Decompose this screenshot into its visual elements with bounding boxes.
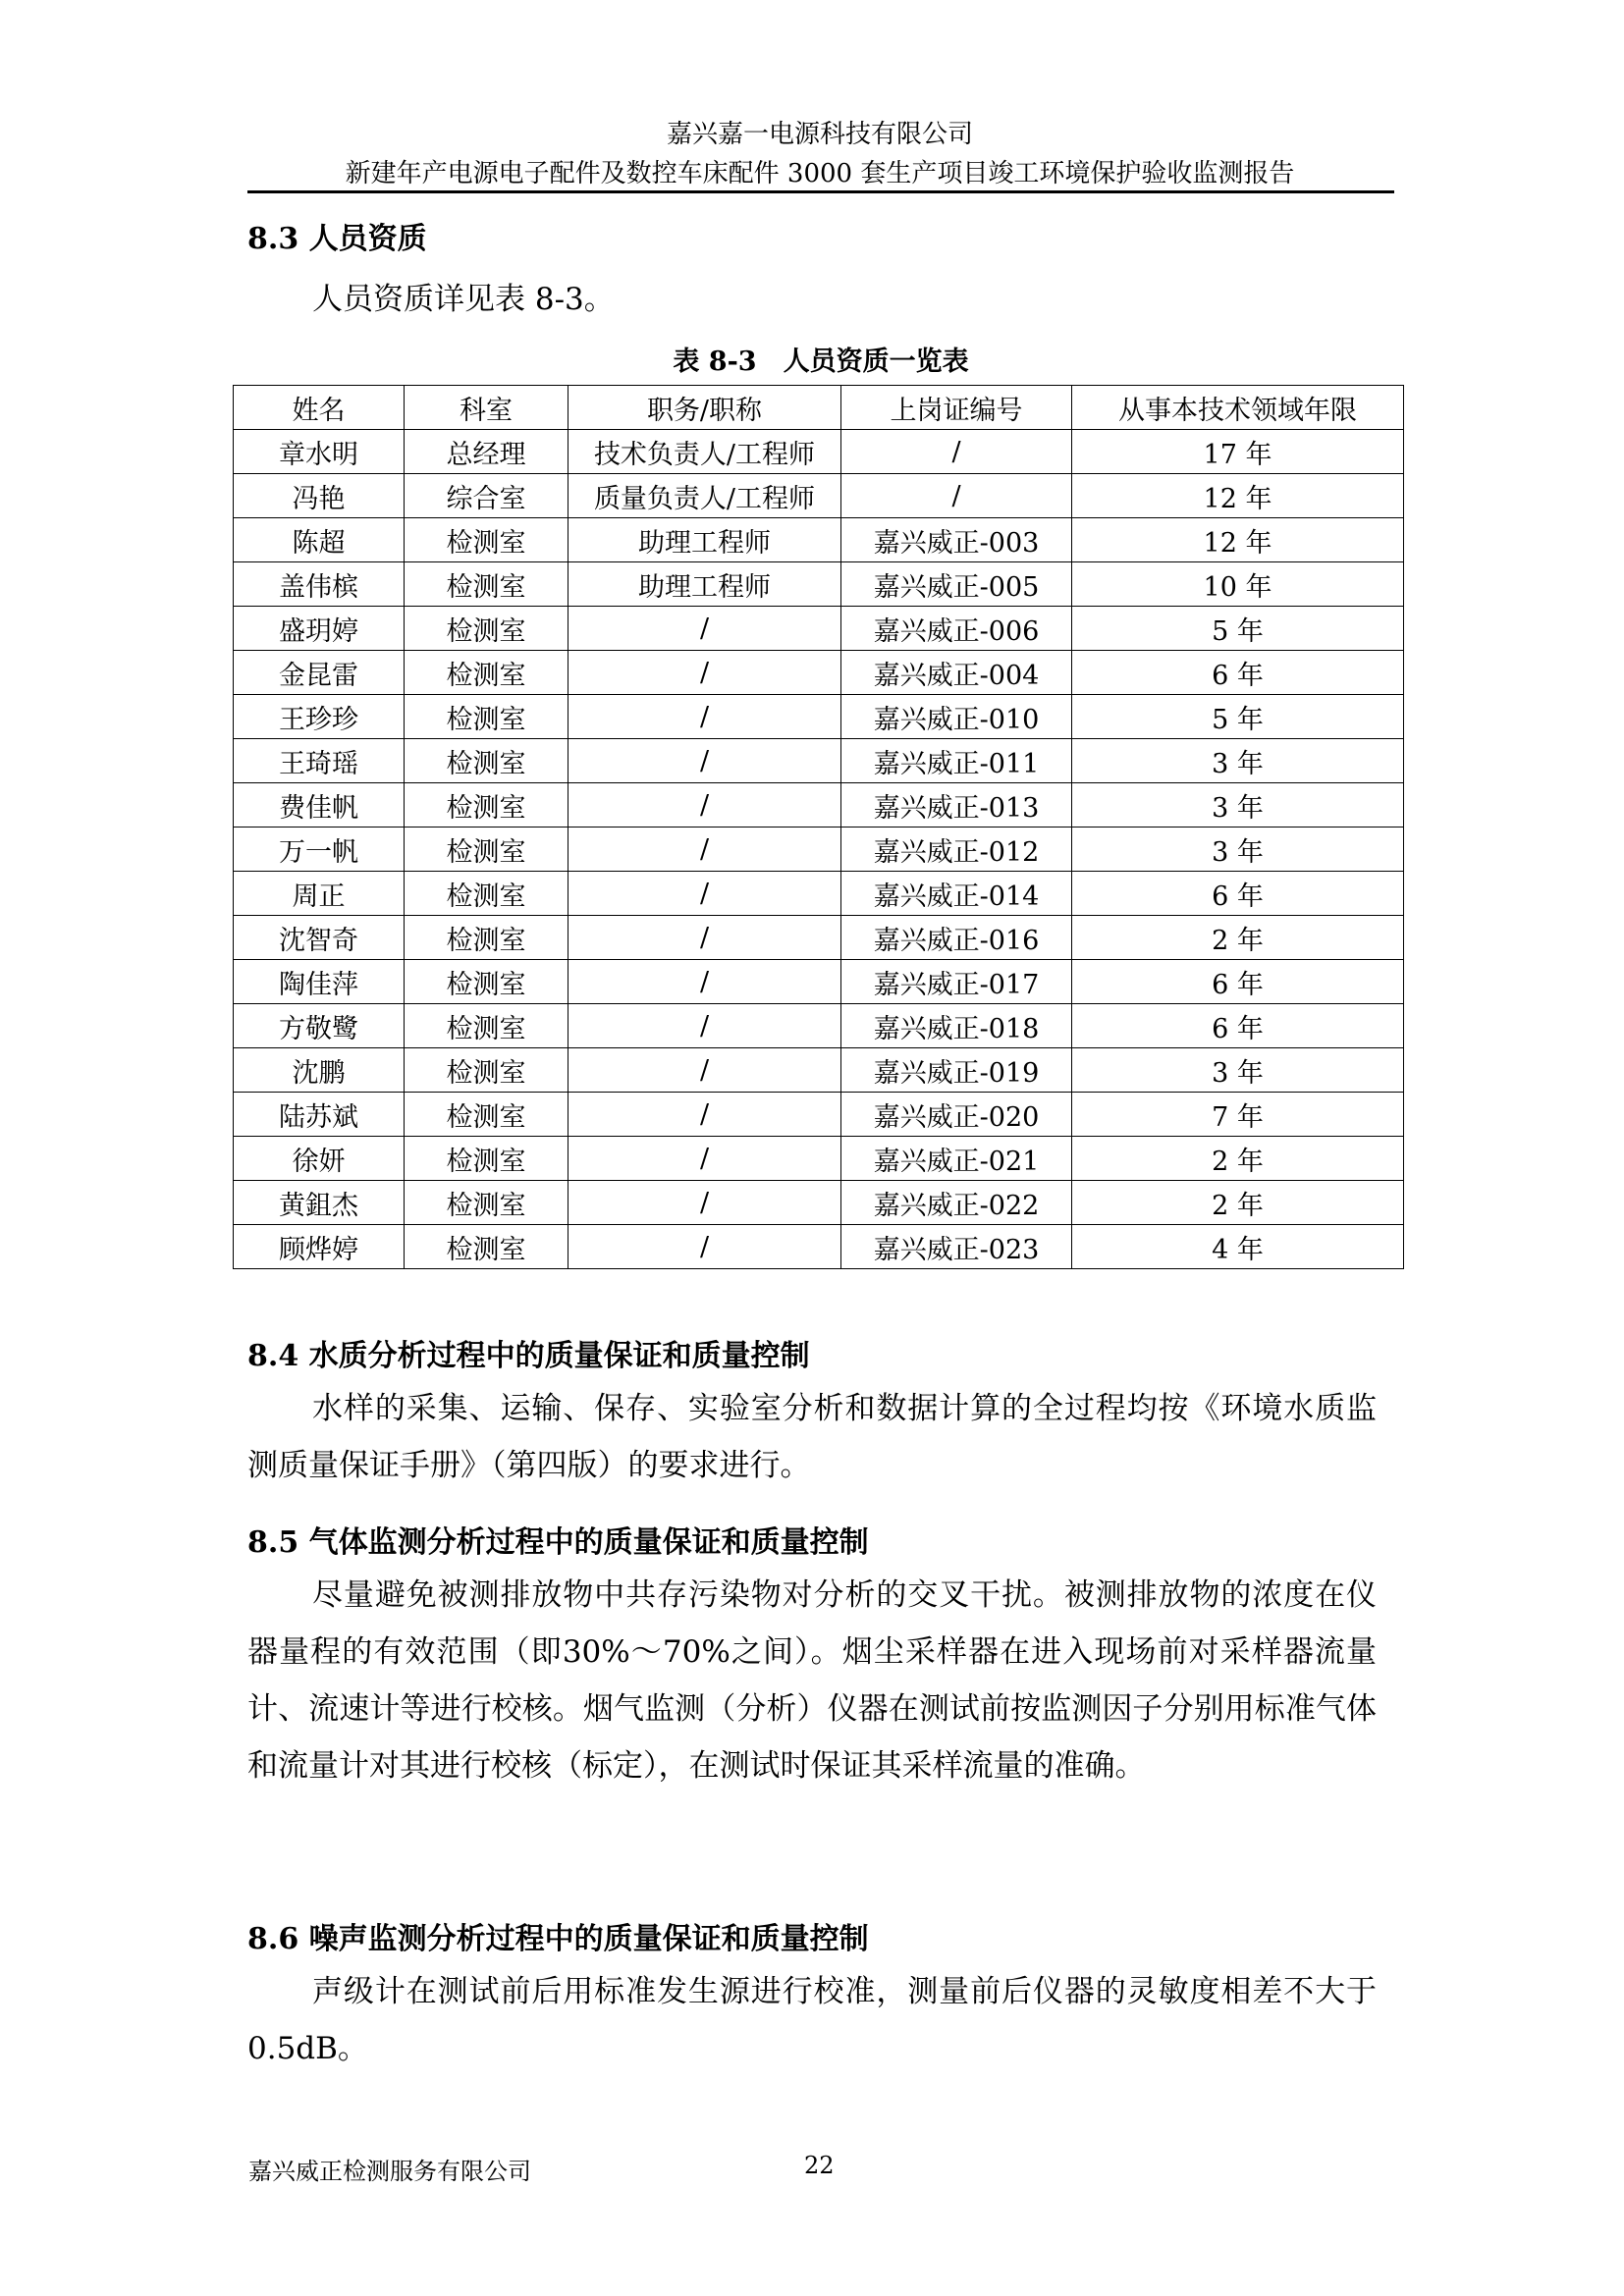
table-row xyxy=(234,1004,1404,1048)
table-row xyxy=(234,1225,1404,1269)
cell-name: 周正 xyxy=(234,872,405,916)
cell-certificate-no: 嘉兴威正-006 xyxy=(841,607,1072,651)
table-row xyxy=(234,518,1404,562)
column-header-certificate-no: 上岗证编号 xyxy=(841,386,1072,430)
cell-position: / xyxy=(568,828,841,872)
cell-years: 3 年 xyxy=(1072,828,1404,872)
cell-name: 万一帆 xyxy=(234,828,405,872)
table-row xyxy=(234,430,1404,474)
page-number: 22 xyxy=(804,2152,835,2179)
section-8-5-body: 尽量避免被测排放物中共存污染物对分析的交叉干扰。被测排放物的浓度在仪器量程的有效范围（即30%～70%之间）。烟尘采样器在进入现场前对采样器流量计、流速计等进行校核。烟气监测（分析）仪器在测试前按监测因子分别用标准气体和流量计对其进行校核（标定），在测试时保证其采样流量的准确。 xyxy=(247,1577,1377,1784)
cell-certificate-no: 嘉兴威正-010 xyxy=(841,695,1072,739)
section-8-3-intro: 人员资质详见表 8-3。 xyxy=(312,282,615,317)
staff-qualification-table xyxy=(233,385,1404,1269)
table-header-row xyxy=(234,386,1404,430)
cell-name: 王琦瑶 xyxy=(234,739,405,783)
cell-certificate-no: / xyxy=(841,474,1072,518)
cell-position: 助理工程师 xyxy=(568,518,841,562)
cell-name: 沈鹏 xyxy=(234,1048,405,1093)
cell-name: 陆苏斌 xyxy=(234,1093,405,1137)
section-8-6-heading: 8.6 噪声监测分析过程中的质量保证和质量控制 xyxy=(247,1922,869,1956)
cell-certificate-no: 嘉兴威正-004 xyxy=(841,651,1072,695)
footer-company: 嘉兴威正检测服务有限公司 xyxy=(248,2158,531,2185)
cell-name: 盛玥婷 xyxy=(234,607,405,651)
section-8-4-heading: 8.4 水质分析过程中的质量保证和质量控制 xyxy=(247,1339,810,1373)
cell-position: / xyxy=(568,651,841,695)
cell-position: / xyxy=(568,1137,841,1181)
cell-department: 检测室 xyxy=(405,916,568,960)
cell-position: / xyxy=(568,783,841,828)
cell-department: 检测室 xyxy=(405,518,568,562)
table-row xyxy=(234,1093,1404,1137)
table-row xyxy=(234,1181,1404,1225)
cell-years: 4 年 xyxy=(1072,1225,1404,1269)
section-8-6-body: 声级计在测试前后用标准发生源进行校准，测量前后仪器的灵敏度相差不大于 0.5dB。 xyxy=(247,1974,1377,2066)
cell-years: 7 年 xyxy=(1072,1093,1404,1137)
table-row xyxy=(234,562,1404,607)
cell-position: / xyxy=(568,739,841,783)
table-row xyxy=(234,960,1404,1004)
cell-certificate-no: 嘉兴威正-022 xyxy=(841,1181,1072,1225)
cell-name: 费佳帆 xyxy=(234,783,405,828)
header-divider xyxy=(247,190,1394,193)
cell-certificate-no: 嘉兴威正-016 xyxy=(841,916,1072,960)
column-header-years: 从事本技术领域年限 xyxy=(1072,386,1404,430)
cell-certificate-no: 嘉兴威正-003 xyxy=(841,518,1072,562)
cell-name: 盖伟槟 xyxy=(234,562,405,607)
cell-certificate-no: 嘉兴威正-005 xyxy=(841,562,1072,607)
cell-years: 2 年 xyxy=(1072,1181,1404,1225)
cell-name: 陈超 xyxy=(234,518,405,562)
table-row xyxy=(234,1137,1404,1181)
cell-certificate-no: 嘉兴威正-018 xyxy=(841,1004,1072,1048)
cell-years: 6 年 xyxy=(1072,872,1404,916)
cell-years: 3 年 xyxy=(1072,783,1404,828)
table-row xyxy=(234,607,1404,651)
cell-department: 检测室 xyxy=(405,783,568,828)
cell-position: / xyxy=(568,872,841,916)
table-body xyxy=(234,430,1404,1269)
cell-name: 沈智奇 xyxy=(234,916,405,960)
cell-name: 章水明 xyxy=(234,430,405,474)
cell-department: 检测室 xyxy=(405,651,568,695)
table-row xyxy=(234,695,1404,739)
cell-position: / xyxy=(568,1181,841,1225)
cell-position: / xyxy=(568,1225,841,1269)
table-row xyxy=(234,783,1404,828)
cell-name: 王珍珍 xyxy=(234,695,405,739)
table-row xyxy=(234,828,1404,872)
cell-position: / xyxy=(568,1048,841,1093)
cell-certificate-no: 嘉兴威正-020 xyxy=(841,1093,1072,1137)
table-row xyxy=(234,474,1404,518)
table-row xyxy=(234,916,1404,960)
cell-years: 17 年 xyxy=(1072,430,1404,474)
cell-years: 3 年 xyxy=(1072,1048,1404,1093)
header-company: 嘉兴嘉一电源科技有限公司 xyxy=(666,120,973,149)
section-8-5-heading: 8.5 气体监测分析过程中的质量保证和质量控制 xyxy=(247,1525,869,1560)
cell-department: 检测室 xyxy=(405,1048,568,1093)
cell-department: 检测室 xyxy=(405,1004,568,1048)
cell-name: 黄鉏杰 xyxy=(234,1181,405,1225)
cell-certificate-no: 嘉兴威正-017 xyxy=(841,960,1072,1004)
cell-department: 检测室 xyxy=(405,607,568,651)
cell-certificate-no: / xyxy=(841,430,1072,474)
cell-name: 徐妍 xyxy=(234,1137,405,1181)
column-header-name: 姓名 xyxy=(234,386,405,430)
cell-position: 质量负责人/工程师 xyxy=(568,474,841,518)
cell-department: 总经理 xyxy=(405,430,568,474)
cell-department: 检测室 xyxy=(405,1137,568,1181)
table-row xyxy=(234,651,1404,695)
header-report-title: 新建年产电源电子配件及数控车床配件 3000 套生产项目竣工环境保护验收监测报告 xyxy=(345,159,1295,188)
cell-name: 方敬鹭 xyxy=(234,1004,405,1048)
cell-department: 综合室 xyxy=(405,474,568,518)
cell-position: / xyxy=(568,1004,841,1048)
cell-position: 助理工程师 xyxy=(568,562,841,607)
cell-department: 检测室 xyxy=(405,695,568,739)
column-header-department: 科室 xyxy=(405,386,568,430)
cell-certificate-no: 嘉兴威正-014 xyxy=(841,872,1072,916)
cell-certificate-no: 嘉兴威正-011 xyxy=(841,739,1072,783)
cell-certificate-no: 嘉兴威正-012 xyxy=(841,828,1072,872)
table-row xyxy=(234,872,1404,916)
cell-years: 5 年 xyxy=(1072,607,1404,651)
cell-department: 检测室 xyxy=(405,1181,568,1225)
cell-years: 6 年 xyxy=(1072,1004,1404,1048)
table-caption: 表 8-3 人员资质一览表 xyxy=(673,347,969,377)
cell-years: 12 年 xyxy=(1072,518,1404,562)
cell-name: 金昆雷 xyxy=(234,651,405,695)
cell-position: / xyxy=(568,1093,841,1137)
cell-department: 检测室 xyxy=(405,562,568,607)
cell-certificate-no: 嘉兴威正-013 xyxy=(841,783,1072,828)
cell-position: / xyxy=(568,607,841,651)
cell-certificate-no: 嘉兴威正-021 xyxy=(841,1137,1072,1181)
cell-position: / xyxy=(568,695,841,739)
cell-years: 6 年 xyxy=(1072,960,1404,1004)
cell-certificate-no: 嘉兴威正-023 xyxy=(841,1225,1072,1269)
column-header-position: 职务/职称 xyxy=(568,386,841,430)
cell-department: 检测室 xyxy=(405,1225,568,1269)
cell-years: 6 年 xyxy=(1072,651,1404,695)
table-row xyxy=(234,1048,1404,1093)
cell-department: 检测室 xyxy=(405,1093,568,1137)
cell-years: 12 年 xyxy=(1072,474,1404,518)
section-8-4-body: 水样的采集、运输、保存、实验室分析和数据计算的全过程均按《环境水质监测质量保证手册》（第四版）的要求进行。 xyxy=(247,1391,1377,1483)
cell-years: 5 年 xyxy=(1072,695,1404,739)
cell-position: / xyxy=(568,916,841,960)
cell-department: 检测室 xyxy=(405,828,568,872)
cell-years: 3 年 xyxy=(1072,739,1404,783)
table-row xyxy=(234,739,1404,783)
cell-years: 10 年 xyxy=(1072,562,1404,607)
cell-name: 冯艳 xyxy=(234,474,405,518)
cell-position: 技术负责人/工程师 xyxy=(568,430,841,474)
cell-name: 陶佳萍 xyxy=(234,960,405,1004)
cell-years: 2 年 xyxy=(1072,916,1404,960)
cell-department: 检测室 xyxy=(405,739,568,783)
cell-years: 2 年 xyxy=(1072,1137,1404,1181)
cell-department: 检测室 xyxy=(405,872,568,916)
cell-name: 顾烨婷 xyxy=(234,1225,405,1269)
cell-position: / xyxy=(568,960,841,1004)
section-8-3-heading: 8.3 人员资质 xyxy=(247,222,427,256)
cell-certificate-no: 嘉兴威正-019 xyxy=(841,1048,1072,1093)
cell-department: 检测室 xyxy=(405,960,568,1004)
